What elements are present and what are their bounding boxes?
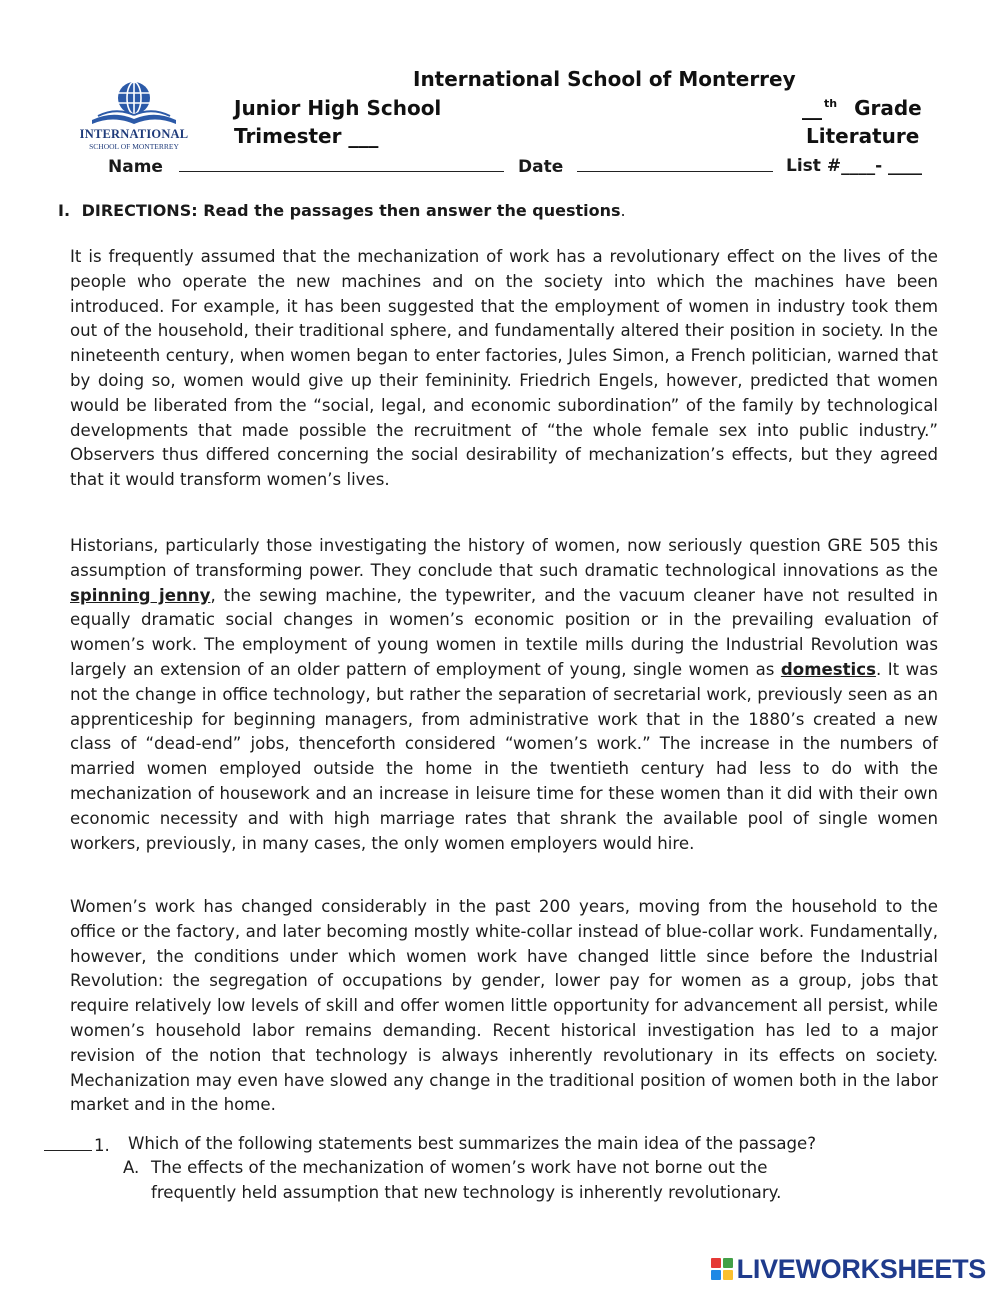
passage-paragraph-1: It is frequently assumed that the mechanization of work has a revolutionary effect on the lives of the people who operate the new machines and on the society into which the machines have been introduced. For example, it has been suggested that the employment of women in industry took them out of the household, their traditional sphere, and fundamentally altered their position in society. In the nineteenth century, when women began to enter factories, Jules Simon, a French politician, warned that by doing so, women would give up their femininity. Friedrich Engels, however, predicted that women would be liberated from the “social, legal, and economic subordination” of the family by technological developments that made possible the recruitment of “the whole female sex into public industry.” Observers thus differed concerning the social desirability of mechanization’s effects, but they agreed that it would transform women’s lives. [70, 247, 938, 490]
school-name: International School of Monterrey [413, 67, 796, 91]
keyword-spinning-jenny: spinning jenny [70, 585, 211, 605]
option-a-line2: frequently held assumption that new technology is inherently revolutionary. [151, 1183, 782, 1202]
option-a-line1: The effects of the mechanization of women’s work have not borne out the [151, 1158, 768, 1177]
directions-period: . [620, 201, 626, 220]
date-label: Date [518, 157, 564, 177]
liveworksheets-brand[interactable] [710, 1254, 986, 1284]
subject-title: Literature [806, 124, 920, 148]
p2-text-b: , the sewing machine, the typewriter, and the vacuum cleaner have not resulted in equally dramatic social changes in women’s economic position or in the prevailing evaluation of women’s work. The employment of young women in textile mills during the Industrial Revolution was largely an extension of an older pattern of employment of young, single women as [70, 585, 938, 679]
school-logo [78, 80, 190, 152]
directions-text: DIRECTIONS: Read the passages then answer the questions [81, 201, 621, 220]
question-1-option-a[interactable] [123, 1158, 782, 1202]
passage-paragraph-2 [70, 534, 938, 856]
trimester-label: Trimester ___ [234, 124, 379, 148]
grade-heading [802, 96, 922, 120]
option-a-letter: A. [123, 1158, 140, 1177]
liveworksheets-logo-icon [710, 1257, 734, 1281]
grade-suffix: th [824, 97, 838, 111]
question-1-number: 1. [94, 1136, 110, 1155]
p2-text-a: Historians, particularly those investigating the history of women, now seriously question GRE 505 this assumption of transforming power. They conclude that such dramatic technological innovations as the [70, 536, 938, 580]
question-1 [44, 1134, 817, 1155]
directions-heading [58, 201, 626, 220]
globe-book-icon [78, 80, 190, 128]
directions-number: I. [58, 201, 71, 220]
logo-text-line2: SCHOOL OF MONTERREY [89, 142, 179, 151]
division-title: Junior High School [234, 96, 442, 120]
keyword-domestics: domestics [780, 659, 876, 679]
brand-text: LIVEWORKSHEETS [736, 1253, 986, 1284]
passage-paragraph-3: Women’s work has changed considerably in the past 200 years, moving from the household to the office or the factory, and later becoming mostly white-collar instead of blue-collar work. Fundamentally, however, the conditions under which women work have changed little since before the Industrial Revolution: the segregation of occupations by gender, lower pay for women as a group, jobs that require relatively low levels of skill and offer women little opportunity for advancement all persist, while women’s household labor remains demanding. Recent historical investigation has led to a major revision of the notion that technology is always inherently revolutionary in its effects on society. Mechanization may even have slowed any change in the traditional position of women both in the labor market and in the home. [70, 897, 938, 1115]
name-input-line[interactable] [179, 156, 504, 172]
date-field [518, 156, 773, 177]
name-label: Name [108, 157, 163, 177]
grade-label: Grade [854, 96, 922, 120]
grade-blank: __ [802, 96, 822, 120]
answer-blank-1[interactable] [44, 1134, 92, 1151]
name-field [108, 156, 504, 177]
logo-text-line1: INTERNATIONAL [79, 127, 189, 141]
list-number-field[interactable]: List #____- ____ [786, 156, 923, 176]
date-input-line[interactable] [577, 156, 773, 172]
question-1-text: Which of the following statements best summarizes the main idea of the passage? [128, 1134, 817, 1153]
p2-text-c: . It was not the change in office technology, but rather the separation of secretarial work, previously seen as an apprenticeship for beginning managers, from administrative work that in the 1880’s created a new class of “dead-end” jobs, thenceforth considered “women’s work.” The increase in the numbers of married women employed outside the home in the twentieth century had less to do with the mechanization of housework and an increase in leisure time for these women than it did with their own economic necessity and with high marriage rates that shrank the available pool of single women workers, previously, in many cases, the only women employers would hire. [70, 659, 938, 853]
